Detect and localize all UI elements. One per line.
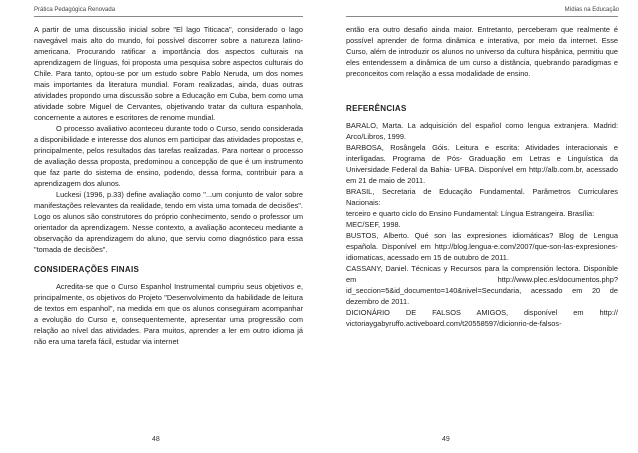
paragraph-1: A partir de uma discussão inicial sobre "El lago Titicaca", considerado o lago navegável mais alto do mundo, foi possível discorrer sobre a natureza latino-americana. Procurando ratificar a importância dos aspectos culturais na aprendizagem de línguas, foi proposta uma pesquisa sobre aspectos culturais do Chile. Para tanto, optou-se por um estudo sobre Pablo Neruda, um dos nomes mais importantes da literatura mundial. Foram realizadas, ainda, duas outras atividades propondo uma discussão sobre a Educação em Cuba, bem como uma atividade sobre Miguel de Cervantes, objetivando tratar da cultura espanhola, concernente a autores e escritores de renome mundial. xyxy=(34,25,303,122)
right-page xyxy=(319,0,638,453)
section-title-consideracoes: CONSIDERAÇÕES FINAIS xyxy=(34,265,140,274)
reference-item: MEC/SEF, 1998. xyxy=(346,220,401,229)
section-title-referencias: REFERÊNCIAS xyxy=(346,104,407,113)
header-rule-right xyxy=(346,16,618,17)
paragraph-3: Luckesi (1996, p.33) define avaliação como "...um conjunto de valor sobre manifestações relevantes da realidade, tendo em vista uma tomada de decisões". Logo os alunos são construtores do próprio conhecimento, sendo o professor um orientador da aprendizagem. Nesse contexto, a avaliação aconteceu mediante a observação da aprendizagem do aluno, que serviu como diagnóstico para essa "tomada de decisões". xyxy=(34,190,303,254)
reference-item: BARALO, Marta. La adquisición del español como lengua extranjera. Madrid: Arco/Libros, 1999. xyxy=(346,121,618,141)
left-body xyxy=(34,24,303,347)
right-body xyxy=(346,24,618,329)
running-head-left: Prática Pedagógica Renovada xyxy=(34,7,116,13)
page-number-left: 48 xyxy=(152,436,160,443)
reference-item: BRASIL, Secretaria de Educação Fundamental. Parâmetros Curriculares Nacionais: xyxy=(346,187,618,207)
paragraph-continued: então era outro desafio ainda maior. Entretanto, perceberam que realmente é possível aprender de forma dinâmica e interativa, por meio da internet. Esse Curso, além de introduzir os alunos no universo da cultura hispânica, permitiu que eles entendessem a dinâmica de um curso a distância, quebrando paradigmas e preconceitos com relação a essa modalidade de ensino. xyxy=(346,25,618,78)
reference-item: terceiro e quarto ciclo do Ensino Fundamental: Língua Estrangeira. Brasília: xyxy=(346,209,595,218)
paragraph-final: Acredita-se que o Curso Espanhol Instrumental cumpriu seus objetivos e, principalmente, os objetivos do Projeto "Desenvolvimento da habilidade de leitura de textos em espanhol", na medida em que os alunos conseguiram acompanhar a evolução do Curso e, consequentemente, apresentar uma progressão com relação ao nível das atividades. Para muitos, aprender a ler em outro idioma já não era uma tarefa fácil, estudar via internet xyxy=(34,282,303,346)
page-number-right: 49 xyxy=(442,436,450,443)
paragraph-2: O processo avaliativo aconteceu durante todo o Curso, sendo considerada a disponibilidade e interesse dos alunos em participar das atividades propostas e, principalmente, pelos resultados das tarefas realizadas. Para nortear o processo de avaliação dessa proposta, predominou a concepção de que é um instrumento que faz parte do sistema de ensino, podendo, dessa forma, contribuir para a aprendizagem dos alunos. xyxy=(34,124,303,188)
reference-item: CASSANY, Daniel. Técnicas y Recursos para la comprensión lectora. Disponible em http://www.plec.es/documentos.php?id_seccion=5&id_documento=140&nivel=Secundaria, acessado em 20 de dezembro de 2011. xyxy=(346,264,618,306)
reference-item: BARBOSA, Rosângela Góis. Leitura e escrita: Atividades interacionais e interligadas. Programa de Pós- Graduação em Letras e Linguística da Universidade Federal da Bahia- UFBA. Disponível em http://alb.com.br, acessado em 21 de maio de 2011. xyxy=(346,143,618,185)
reference-item: DICIONÁRIO DE FALSOS AMIGOS, disponível em http:// victoriaygabyruffo.activeboard.com/t20558597/dicionrio-de-falsos- xyxy=(346,308,618,328)
running-head-right: Mídias na Educação xyxy=(564,7,619,13)
header-rule-left xyxy=(34,16,303,17)
reference-item: BUSTOS, Alberto. Qué son las expresiones idiomáticas? Blog de Lengua española. Disponível em http://blog.lengua-e.com/2007/que-son-las-expresiones-idiomaticas, acessado em 15 de outubro de 2011. xyxy=(346,231,618,262)
